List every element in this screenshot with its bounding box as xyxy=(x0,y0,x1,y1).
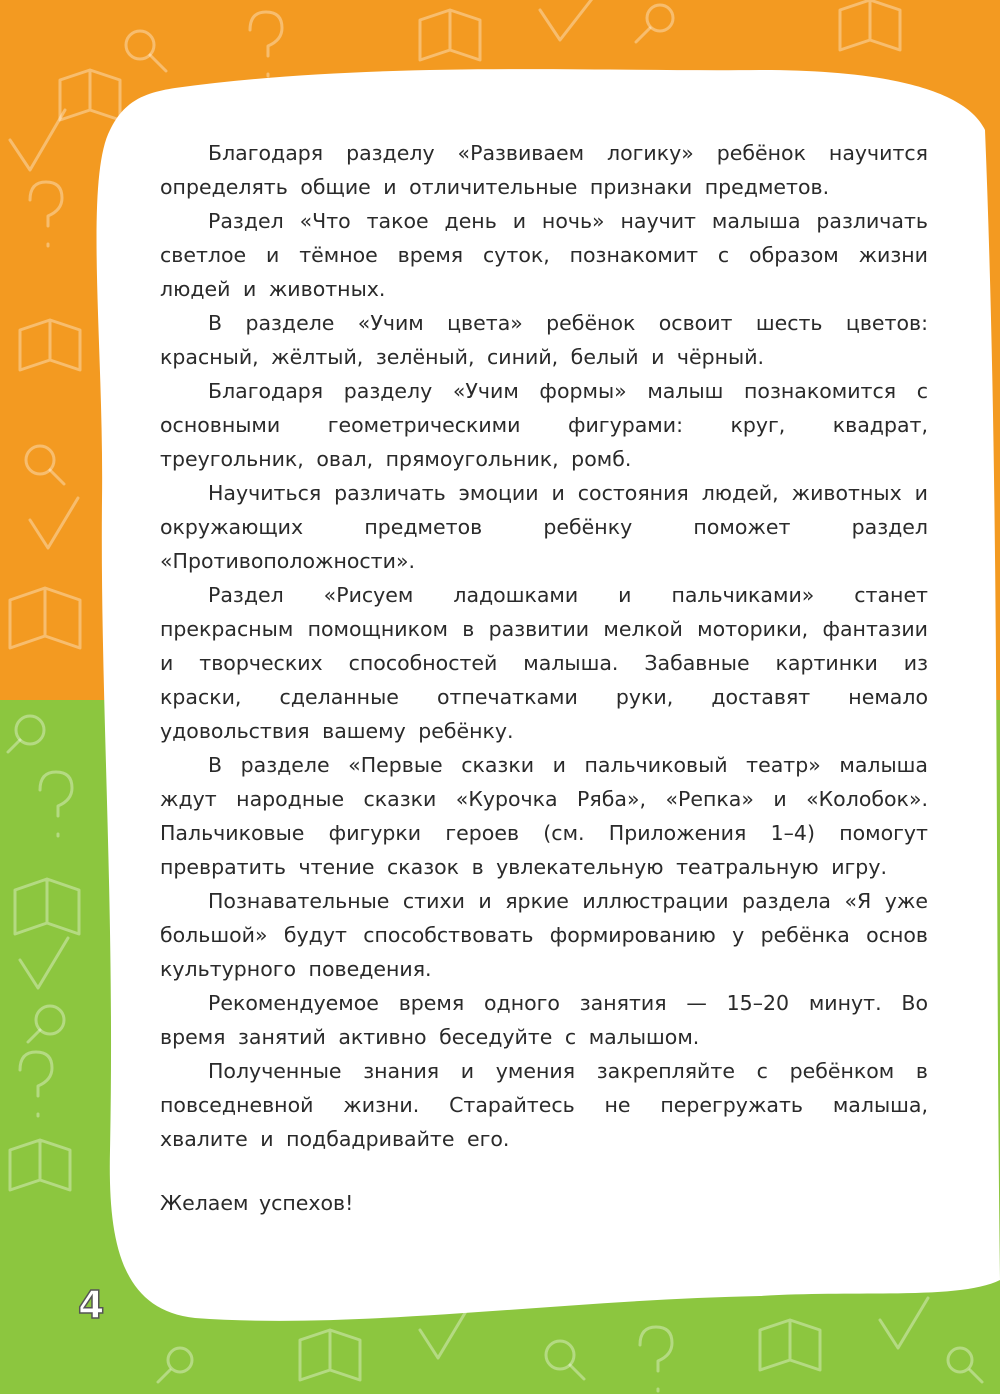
closing-wish: Желаем успехов! xyxy=(160,1191,354,1215)
paragraph: Полученные знания и умения закрепляйте с ребёнком в повседневной жизни. Старайтесь не перегружать малыша, хвалите и подбадривайте его. xyxy=(160,1059,928,1151)
paragraph: Благодаря разделу «Учим формы» малыш познакомится с основными геометрическими фигурами: круг, квадрат, треугольник, овал, прямоугольник, ромб. xyxy=(160,379,928,471)
paragraph: Рекомендуемое время одного занятия — 15–20 минут. Во время занятий активно беседуйте с малышом. xyxy=(160,991,928,1049)
paragraph: Благодаря разделу «Развиваем логику» ребёнок научится определять общие и отличительные признаки предметов. xyxy=(160,141,928,199)
paragraph: В разделе «Первые сказки и пальчиковый театр» малыша ждут народные сказки «Курочка Ряба», «Репка» и «Колобок». Пальчиковые фигурки героев (см. Приложения 1–4) помогут превратить чтение сказок в увлекательную театральную игру. xyxy=(160,753,928,879)
paragraph: Научиться различать эмоции и состояния людей, животных и окружающих предметов ребёнку поможет раздел «Противоположности». xyxy=(160,481,928,573)
paragraph: Раздел «Рисуем ладошками и пальчиками» станет прекрасным помощником в развитии мелкой моторики, фантазии и творческих способностей малыша. Забавные картинки из краски, сделанные отпечатками руки, доставят немало удовольствия вашему ребёнку. xyxy=(160,583,928,743)
paragraph: В разделе «Учим цвета» ребёнок освоит шесть цветов: красный, жёлтый, зелёный, синий, белый и чёрный. xyxy=(160,311,928,369)
page-number: 4 xyxy=(78,1283,105,1327)
paragraph: Познавательные стихи и яркие иллюстрации раздела «Я уже большой» будут способствовать формированию у ребёнка основ культурного поведения. xyxy=(160,889,928,981)
paragraph: Раздел «Что такое день и ночь» научит малыша различать светлое и тёмное время суток, познакомит с образом жизни людей и животных. xyxy=(160,209,928,301)
instructions-text xyxy=(160,136,928,1220)
